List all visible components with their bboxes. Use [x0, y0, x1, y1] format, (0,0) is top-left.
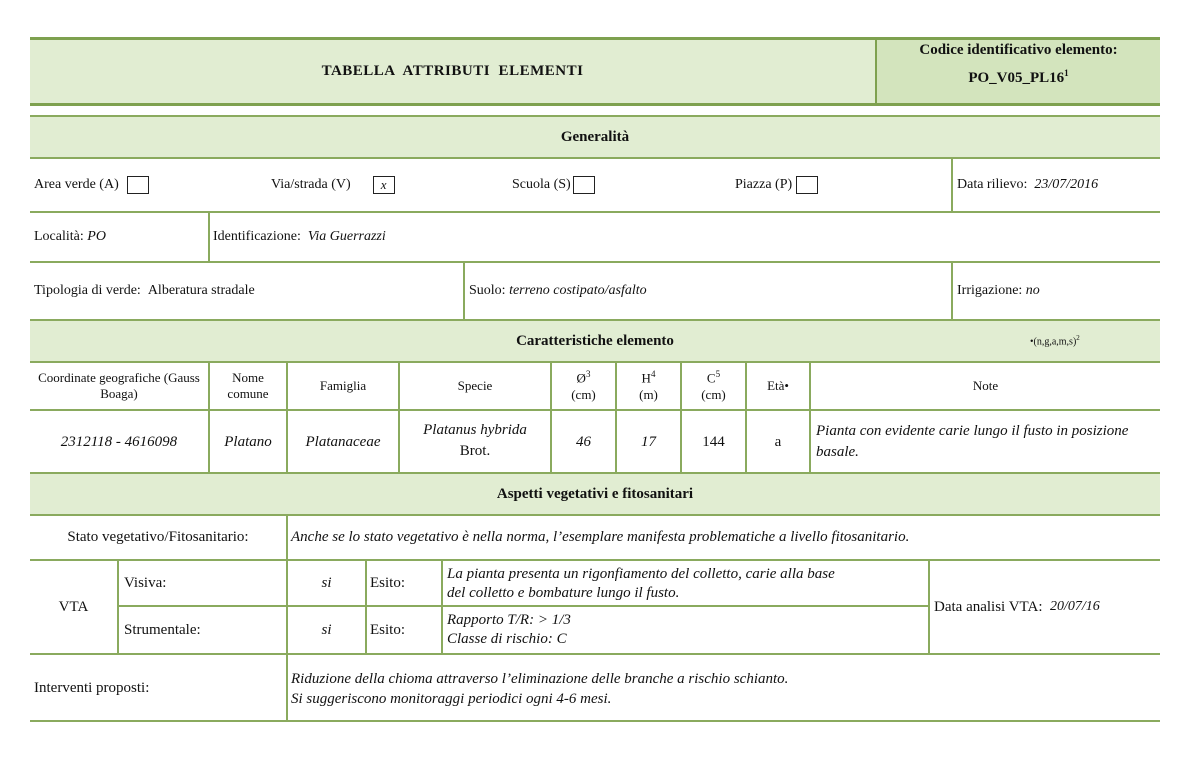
cell-altezza: 17: [641, 433, 656, 450]
col-header-coordinate: Coordinate geografiche (Gauss Boaga): [38, 370, 200, 401]
visiva-esito-label: Esito:: [370, 574, 406, 591]
cell-nome-comune: Platano: [224, 433, 272, 450]
col-header-note: Note: [972, 378, 999, 393]
cell-circonferenza: 144: [702, 433, 725, 450]
section-heading-generalita: Generalità: [560, 128, 630, 145]
piazza-field: Piazza (P): [735, 159, 818, 211]
strumentale-esito-label: Esito:: [370, 621, 406, 638]
via-strada-checkbox[interactable]: x: [373, 176, 395, 194]
data-analisi-vta: Data analisi VTA: 20/07/16: [934, 598, 1100, 615]
stato-vegetativo-label: Stato vegetativo/Fitosanitario:: [67, 529, 249, 545]
area-verde-field: Area verde (A): [34, 159, 149, 211]
table-title: TABELLA ATTRIBUTI ELEMENTI: [321, 62, 584, 79]
strumentale-label: Strumentale:: [124, 621, 201, 638]
tipologia-field: Tipologia di verde: Alberatura stradale: [34, 283, 255, 298]
area-verde-checkbox[interactable]: [127, 176, 149, 194]
element-code-label: Codice identificativo elemento:: [919, 42, 1118, 58]
identificazione-field: Identificazione: Via Guerrazzi: [213, 229, 386, 244]
col-header-famiglia: Famiglia: [319, 378, 367, 393]
col-header-altezza: $H^4$ (m): [639, 369, 658, 403]
section-heading-aspetti: Aspetti vegetativi e fitosanitari: [496, 485, 694, 502]
data-rilievo-field: Data rilievo: 23/07/2016: [957, 177, 1099, 192]
irrigazione-field: Irrigazione: no: [957, 283, 1040, 298]
scuola-field: Scuola (S): [512, 159, 595, 211]
cell-coordinate: 2312118 - 4616098: [60, 433, 178, 450]
visiva-esito-value: La pianta presenta un rigonfiamento del colletto, carie alla base del colletto e bombature lungo il fusto.: [447, 566, 835, 601]
visiva-value: si: [321, 574, 332, 591]
section-heading-caratteristiche: Caratteristiche elemento: [516, 332, 674, 349]
piazza-checkbox[interactable]: [796, 176, 818, 194]
suolo-field: Suolo: terreno costipato/asfalto: [469, 283, 647, 298]
interventi-value: Riduzione della chioma attraverso l’eliminazione delle branche a rischio schianto. Si suggeriscono monitoraggi periodici ogni 4-6 mesi.: [291, 671, 789, 707]
scuola-checkbox[interactable]: [573, 176, 595, 194]
vta-label: VTA: [58, 598, 89, 615]
strumentale-esito-value: Rapporto T/R: > 1/3 Classe di rischio: C: [447, 612, 571, 647]
col-header-circonferenza: $C^5$ (cm): [701, 369, 726, 403]
stato-vegetativo-value: Anche se lo stato vegetativo è nella norma, l’esemplare manifesta problematiche a livello fitosanitario.: [291, 529, 910, 545]
cell-diametro: 46: [576, 433, 591, 450]
col-header-specie: Specie: [457, 378, 493, 393]
via-strada-field: Via/strada (V) x: [271, 159, 395, 211]
col-header-nome-comune: Nome comune: [227, 370, 269, 401]
cell-specie: Platanus hybrida Brot.: [423, 422, 527, 459]
visiva-label: Visiva:: [124, 574, 167, 591]
localita-field: Località: PO: [34, 229, 106, 244]
eta-legend: $•(n,g,a,m,s)^2$: [1030, 334, 1080, 348]
col-header-diametro: $Ø^3$ (cm): [571, 369, 596, 403]
col-header-eta: Età•: [767, 378, 789, 393]
element-code-value: $PO\_V05\_PL16^1$: [968, 68, 1069, 86]
interventi-label: Interventi proposti:: [34, 679, 150, 696]
strumentale-value: si: [321, 621, 332, 638]
cell-eta: a: [774, 433, 782, 450]
cell-famiglia: Platanaceae: [305, 433, 381, 450]
cell-note: Pianta con evidente carie lungo il fusto in posizione basale.: [816, 423, 1129, 460]
